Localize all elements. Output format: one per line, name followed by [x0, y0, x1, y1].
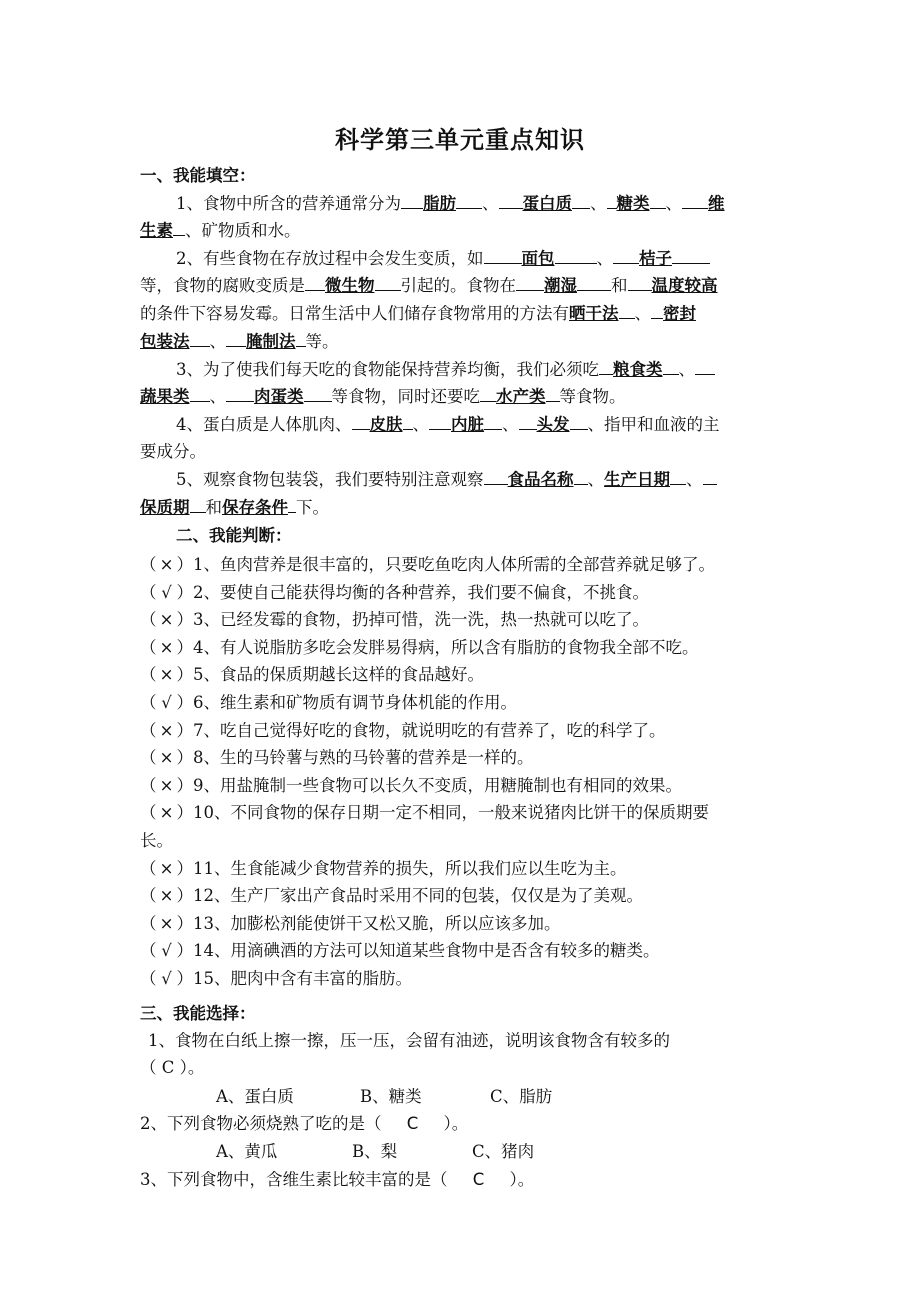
judge-mark: ×: [159, 913, 174, 933]
judge-item: [140, 689, 800, 716]
paren-close: ）: [176, 748, 193, 768]
sep: 、: [502, 415, 519, 434]
fill-q1-line1: [176, 190, 836, 217]
q3-text: 3、为了使我们每天吃的食物能保持营养均衡，我们必须吃: [176, 360, 599, 379]
q4-answer-2: 内脏: [451, 415, 484, 434]
choice-q2-close: ）。: [443, 1114, 469, 1133]
paren-open: （: [140, 941, 157, 961]
judge-text: 9、用盐腌制一些食物可以长久不变质，用糖腌制也有相同的效果。: [193, 775, 682, 795]
judge-item: [140, 965, 800, 992]
q2-answer-7b: 包装法: [140, 332, 190, 351]
paren-close: ）: [176, 803, 193, 823]
judge-text: 11、生食能减少食物营养的损失，所以我们应以生吃为主。: [193, 858, 627, 878]
choice-q2-stem: [140, 1110, 800, 1137]
choice-q3-stem: [140, 1166, 800, 1193]
choice-q2-answer: C: [406, 1114, 419, 1133]
choice-q2-text: 2、下列食物必须烧熟了吃的是（: [140, 1114, 382, 1133]
judge-item: [140, 882, 800, 909]
q2-answer-2: 桔子: [639, 249, 672, 268]
paren-close: ）: [176, 665, 193, 685]
q2-answer-5: 温度较高: [651, 276, 718, 295]
option: A、蛋白质: [216, 1087, 294, 1106]
fill-q5-line2: [140, 494, 800, 521]
sep: 、: [482, 194, 499, 213]
sep: 、: [587, 470, 604, 489]
judge-item-cont: 长。: [140, 831, 173, 850]
q4-text-end: 要成分。: [140, 442, 206, 461]
q2-answer-6: 晒干法: [569, 304, 619, 323]
option: B、糖类: [360, 1087, 422, 1106]
judge-mark: √: [161, 941, 172, 961]
paren-open: （: [140, 969, 157, 988]
judge-mark: √: [161, 693, 172, 712]
judge-mark: √: [161, 969, 172, 988]
q3-answer-2: 蔬果类: [140, 387, 190, 406]
paren-close: ）: [176, 941, 193, 961]
fill-q4-line2: [140, 438, 800, 465]
fill-q4-line1: [176, 411, 836, 438]
judge-text: 6、维生素和矿物质有调节身体机能的作用。: [193, 693, 517, 712]
paren-close: ）: [176, 582, 193, 602]
q3-answer-1: 粮食类: [613, 360, 663, 379]
choice-q1-options: [216, 1083, 876, 1110]
option: C、猪肉: [472, 1142, 535, 1161]
choice-q3-text: 3、下列食物中，含维生素比较丰富的是（: [140, 1170, 448, 1189]
q1-answer-1: 脂肪: [423, 194, 456, 213]
q2-answer-8: 腌制法: [246, 332, 296, 351]
choice-q1-stem: 1、食物在白纸上擦一擦，压一压，会留有油迹，说明该食物含有较多的: [148, 1031, 670, 1050]
paren-close: ）: [176, 775, 193, 795]
paren-close: ）: [176, 913, 193, 933]
q3-answer-3: 肉蛋类: [254, 387, 304, 406]
fill-q2-line4: [140, 328, 800, 355]
q5-answer-1: 食品名称: [507, 470, 574, 489]
judge-mark: ×: [159, 858, 174, 878]
sep: 、: [209, 387, 226, 406]
q2-text-2: 等，食物的腐败变质是: [140, 276, 305, 295]
fill-q2-line3: [140, 300, 800, 327]
choice-q2-options: [216, 1138, 876, 1165]
paren-open: （: [140, 748, 157, 768]
sep: 、: [686, 470, 703, 489]
choice-q1-answer: （ C ）。: [140, 1058, 205, 1077]
choice-q3-answer: C: [472, 1170, 485, 1189]
judge-text: 7、吃自己觉得好吃的食物，就说明吃的有营养了，吃的科学了。: [193, 720, 666, 740]
q1-text-end: 、矿物质和水。: [185, 221, 301, 240]
sep: 、: [590, 194, 607, 213]
q5-answer-2: 生产日期: [604, 470, 670, 489]
judge-item: [140, 579, 800, 606]
judge-item: [140, 717, 800, 744]
judge-item: [140, 910, 800, 937]
judge-text: 12、生产厂家出产食品时采用不同的包装，仅仅是为了美观。: [193, 886, 643, 906]
judge-text: 5、食品的保质期越长这样的食品越好。: [193, 665, 484, 685]
q5-text-end: 下。: [296, 498, 329, 517]
judge-item: [140, 744, 800, 771]
judge-item: [140, 551, 800, 578]
judge-text: 1、鱼肉营养是很丰富的，只要吃鱼吃肉人体所需的全部营养就足够了。: [193, 555, 715, 574]
section-heading-fill: 一、我能填空：: [140, 166, 256, 185]
paren-open: （: [140, 582, 157, 602]
q2-text-4: 和: [611, 276, 628, 295]
paren-open: （: [140, 858, 157, 878]
judge-text: 4、有人说脂肪多吃会发胖易得病，所以含有脂肪的食物我全部不吃。: [193, 637, 699, 657]
q1-answer-4b: 生素: [140, 221, 173, 240]
fill-q3-line2: [140, 383, 800, 410]
judge-text: 10、不同食物的保存日期一定不相同，一般来说猪肉比饼干的保质期要: [193, 803, 709, 823]
q5-answer-4: 保存条件: [222, 498, 288, 517]
judge-text: 8、生的马铃薯与熟的马铃薯的营养是一样的。: [193, 748, 534, 768]
fill-q2-line1: [176, 245, 836, 272]
q5-text-2: 和: [205, 498, 222, 517]
choice-q3-close: ）。: [509, 1170, 535, 1189]
q2-text-5: 的条件下容易发霉。日常生活中人们储存食物常用的方法有: [140, 304, 569, 323]
q2-answer-3: 微生物: [325, 276, 375, 295]
q2-answer-7a: 密封: [663, 304, 696, 323]
paren-open: （: [140, 720, 157, 740]
sep: 、: [678, 360, 695, 379]
paren-close: ）: [176, 555, 193, 574]
q2-answer-1: 面包: [521, 249, 555, 268]
judge-item: [140, 937, 800, 964]
q2-text-end: 等。: [305, 332, 339, 351]
paren-close: ）: [176, 637, 193, 657]
paren-open: （: [140, 913, 157, 933]
page-title: 科学第三单元重点知识: [335, 126, 585, 154]
paren-open: （: [140, 775, 157, 795]
judge-mark: ×: [159, 748, 174, 768]
q2-text-3: 引起的。食物在: [400, 276, 516, 295]
judge-item: [140, 634, 800, 661]
sep: 、: [596, 249, 613, 268]
paren-open: （: [140, 610, 157, 630]
judge-mark: ×: [159, 637, 174, 657]
option: B、梨: [352, 1142, 398, 1161]
paren-open: （: [140, 665, 157, 685]
q4-answer-3: 头发: [536, 415, 570, 434]
sep: 、: [634, 304, 651, 323]
judge-text: 14、用滴碘酒的方法可以知道某些食物中是否含有较多的糖类。: [193, 941, 660, 961]
q3-text-end: 等食物。: [559, 387, 626, 406]
judge-mark: ×: [159, 555, 174, 574]
judge-item: [140, 661, 800, 688]
judge-text: 15、肥肉中含有丰富的脂肪。: [193, 969, 412, 988]
paren-open: （: [140, 803, 157, 823]
paren-close: ）: [176, 858, 193, 878]
judge-text: 13、加膨松剂能使饼干又松又脆，所以应该多加。: [193, 913, 561, 933]
q1-answer-4a: 维: [708, 194, 725, 213]
judge-mark: ×: [159, 720, 174, 740]
judge-mark: ×: [159, 803, 174, 823]
judge-mark: ×: [159, 665, 174, 685]
q4-answer-1: 皮肤: [369, 415, 403, 434]
judge-mark: ×: [159, 775, 174, 795]
paren-close: ）: [176, 969, 193, 988]
judge-text: 3、已经发霉的食物，扔掉可惜，洗一洗，热一热就可以吃了。: [193, 610, 649, 630]
paren-close: ）: [176, 886, 193, 906]
paren-open: （: [140, 637, 157, 657]
q5-answer-3: 保质期: [140, 498, 190, 517]
q2-text: 2、有些食物在存放过程中会发生变质，如: [176, 249, 484, 268]
q2-answer-4: 潮湿: [544, 276, 577, 295]
judge-text: 2、要使自己能获得均衡的各种营养，我们要不偏食，不挑食。: [193, 582, 649, 602]
q4-text: 4、蛋白质是人体肌肉、: [176, 415, 352, 434]
paren-open: （: [140, 886, 157, 906]
fill-q2-line2: [140, 272, 800, 299]
judge-item: [140, 772, 800, 799]
option: A、黄瓜: [216, 1142, 278, 1161]
paren-close: ）: [176, 720, 193, 740]
q3-answer-4: 水产类: [496, 387, 546, 406]
q1-answer-3: 糖类: [616, 194, 650, 213]
q1-answer-2: 蛋白质: [522, 194, 572, 213]
judge-mark: √: [161, 582, 172, 602]
q5-text: 5、观察食物包装袋，我们要特别注意观察: [176, 470, 484, 489]
judge-mark: ×: [159, 610, 174, 630]
paren-open: （: [140, 555, 157, 574]
judge-item: [140, 799, 800, 826]
section-heading-choice: 三、我能选择：: [140, 1004, 256, 1023]
judge-item: [140, 855, 800, 882]
fill-q3-line1: [176, 356, 836, 383]
option: C、脂肪: [490, 1087, 553, 1106]
judge-item: [140, 606, 800, 633]
sep: 、: [209, 332, 226, 351]
q3-text-2: 等食物，同时还要吃: [331, 387, 480, 406]
sep: 、: [412, 415, 429, 434]
q1-text: 1、食物中所含的营养通常分为: [176, 194, 401, 213]
paren-close: ）: [176, 610, 193, 630]
paren-open: （: [140, 693, 157, 712]
section-heading-judge: 二、我能判断：: [176, 526, 292, 545]
fill-q5-line1: [176, 466, 836, 493]
fill-q1-line2: [140, 217, 800, 244]
q4-text-2: 、指甲和血液的主: [587, 415, 720, 434]
sep: 、: [665, 194, 682, 213]
judge-mark: ×: [159, 886, 174, 906]
paren-close: ）: [176, 693, 193, 712]
